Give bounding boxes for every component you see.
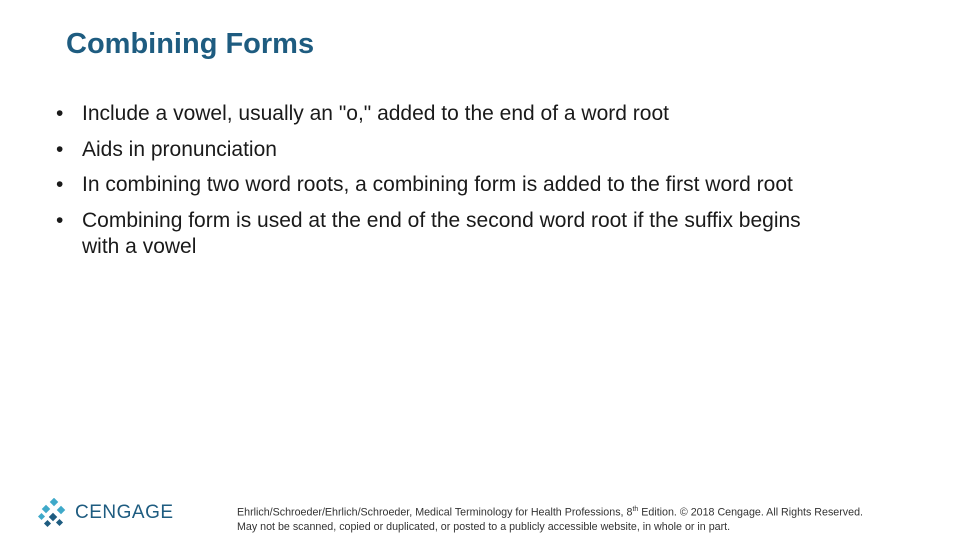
footer-line-2: May not be scanned, copied or duplicated, or posted to a publicly accessible website, in whole or in part. bbox=[237, 520, 731, 533]
bullet-marker: • bbox=[56, 173, 64, 196]
bullet-text: Aids in pronunciation bbox=[82, 137, 277, 161]
bullet-list bbox=[56, 101, 916, 269]
bullet-item bbox=[56, 172, 916, 198]
cengage-logo-icon bbox=[38, 498, 68, 528]
bullet-item bbox=[56, 101, 916, 127]
bullet-text: Include a vowel, usually an "o," added to the end of a word root bbox=[82, 102, 669, 125]
copyright-footer bbox=[237, 503, 949, 534]
footer-superscript: th bbox=[632, 506, 639, 513]
bullet-text: In combining two word roots, a combining form is added to the first word root bbox=[82, 173, 793, 196]
bullet-item bbox=[56, 208, 822, 260]
bullet-item bbox=[56, 137, 916, 163]
footer-copyright: Edition. © 2018 Cengage. All Rights Reserved. bbox=[638, 506, 864, 519]
slide-title: Combining Forms bbox=[66, 28, 315, 60]
footer-line-1 bbox=[237, 503, 949, 520]
cengage-logo bbox=[38, 498, 174, 528]
bullet-marker: • bbox=[56, 102, 64, 125]
bullet-marker: • bbox=[56, 208, 64, 232]
bullet-text: Combining form is used at the end of the second word root if the suffix begins with a vowel bbox=[82, 208, 801, 258]
footer-citation: Ehrlich/Schroeder/Ehrlich/Schroeder, Medical Terminology for Health Professions, 8 bbox=[237, 506, 633, 519]
bullet-marker: • bbox=[56, 137, 64, 161]
logo-text: CENGAGE bbox=[75, 502, 174, 523]
